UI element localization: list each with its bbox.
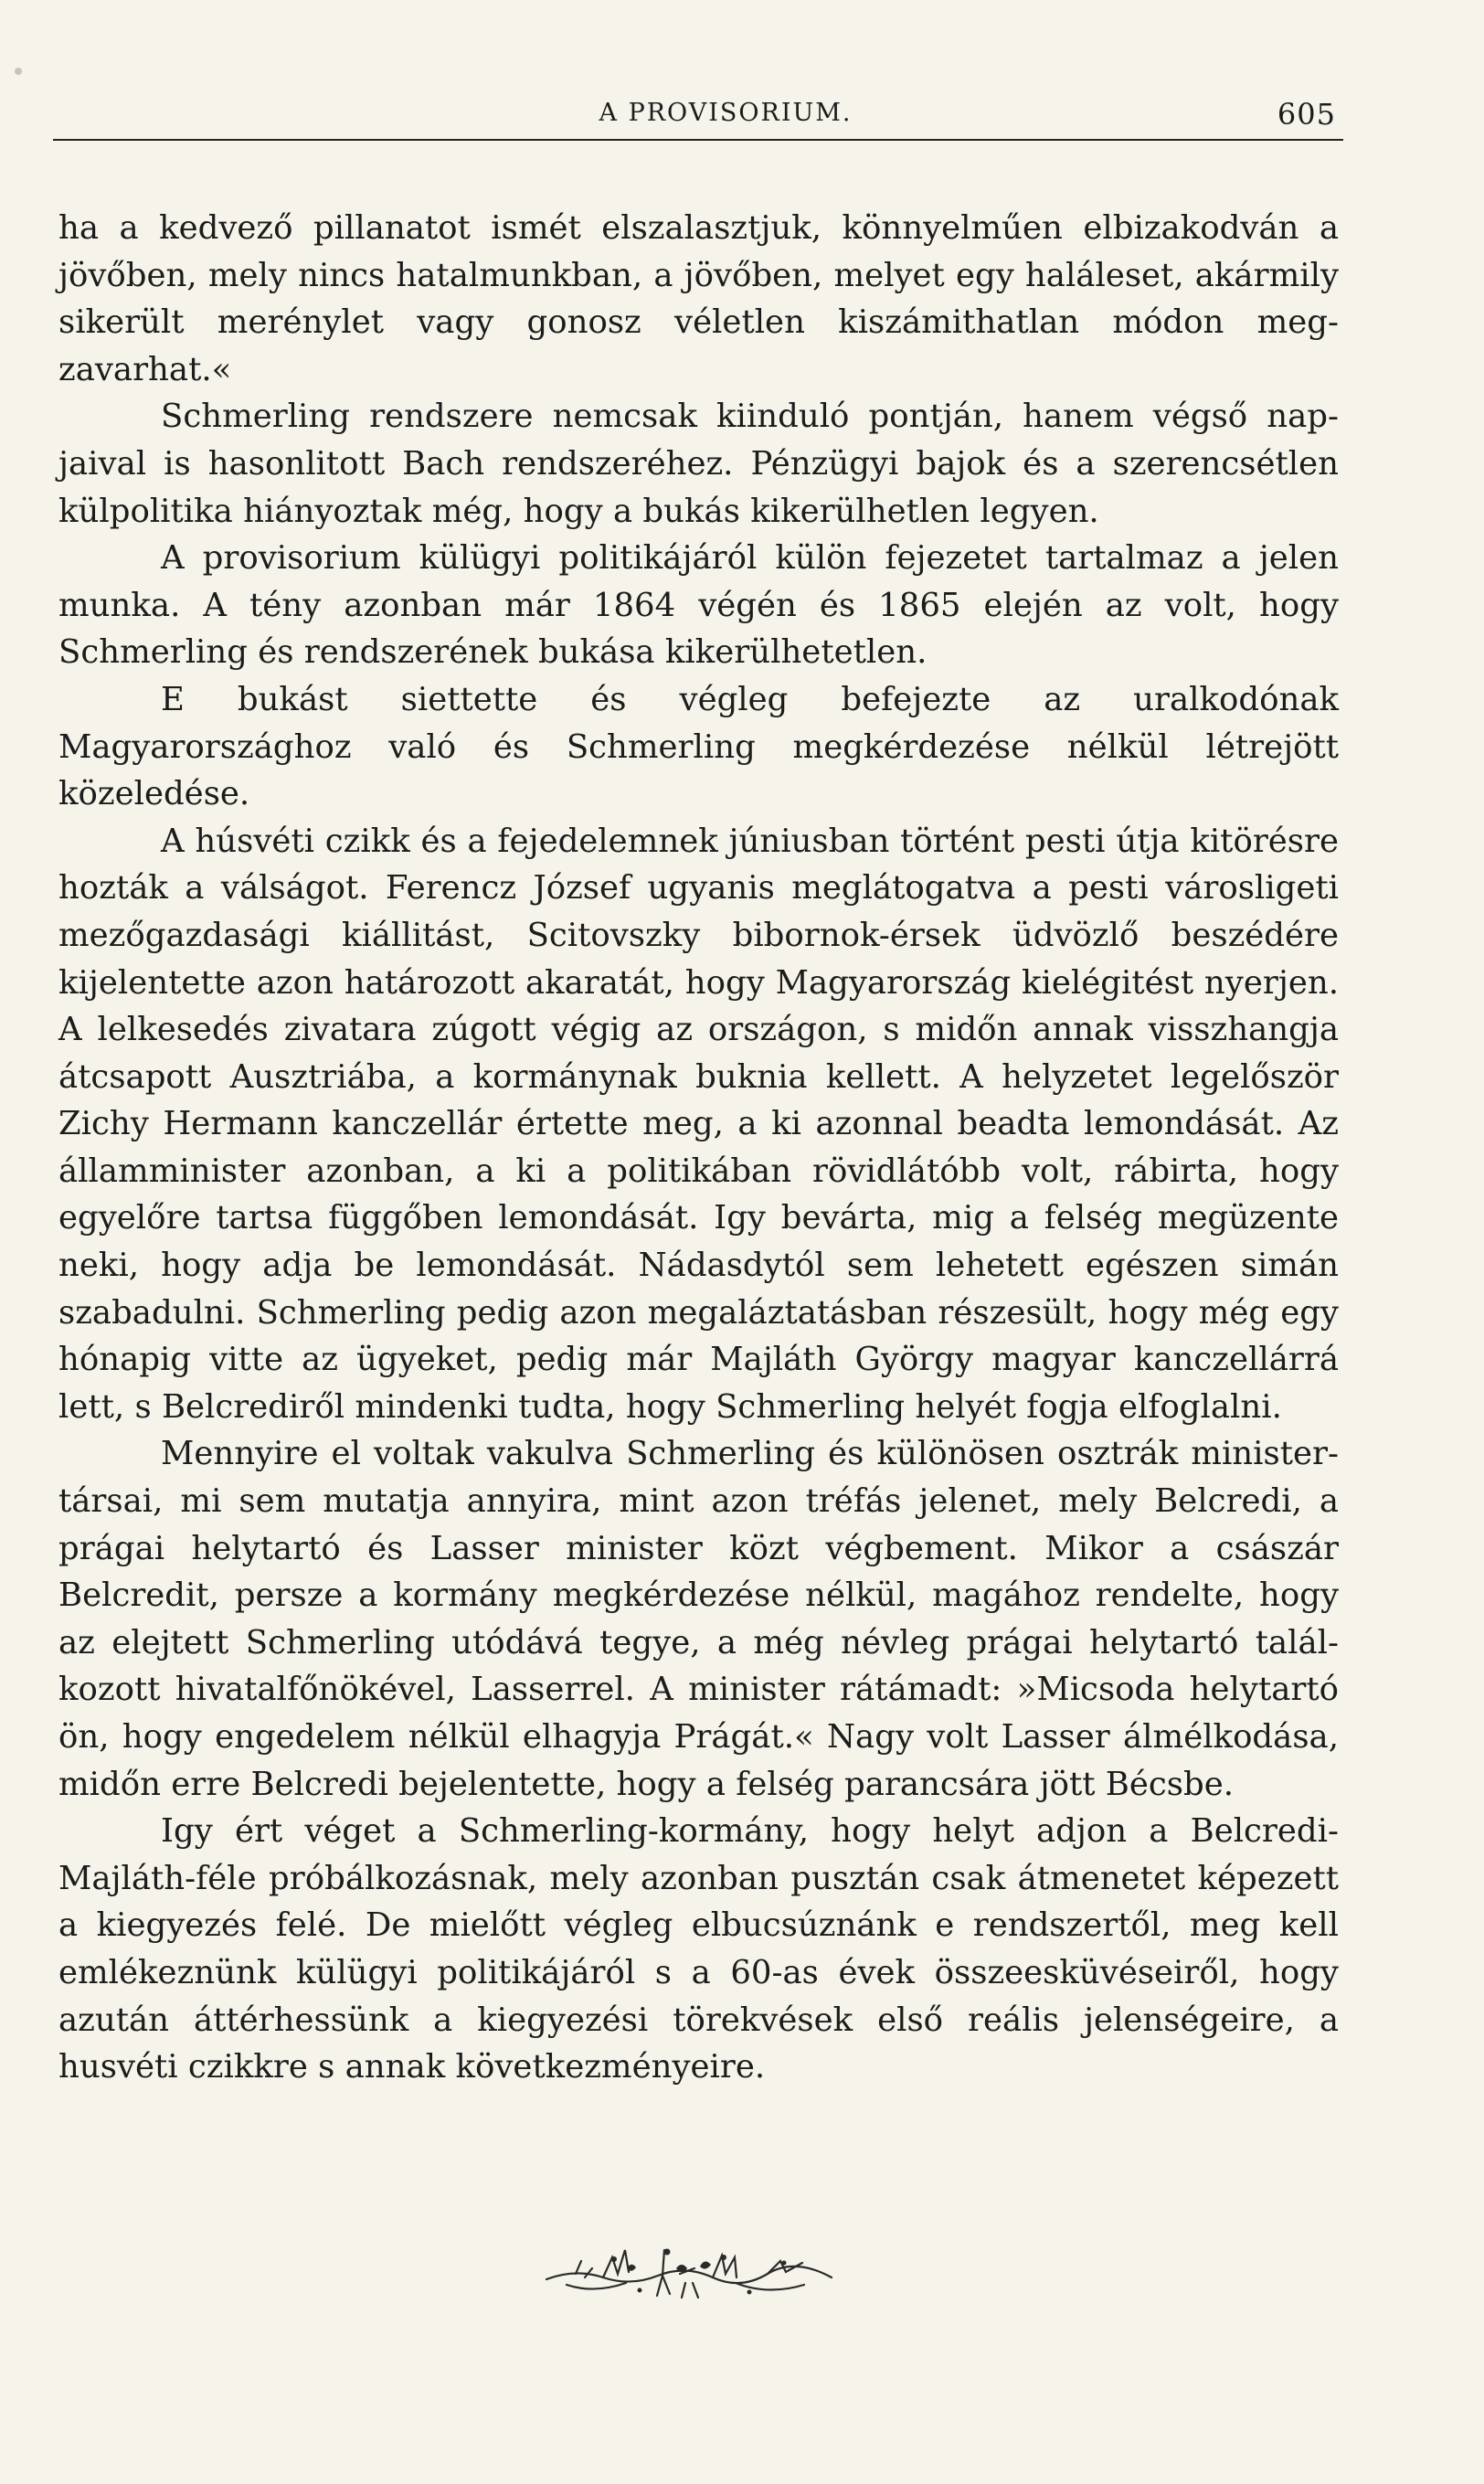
paragraph: Igy ért véget a Schmerling-kormány, hogy helyt adjon a Belcredi-Majláth-féle próbálkozásnak, mely azonban pusztán csak átmenetet képezett a kiegyezés felé. De mielőtt végleg elbucsúznánk e rendszertől, meg kell emlékeznünk külügyi politikájáról s a 60-as évek összeesküvéseiről, hogy azután áttérhessünk a kiegyezési törekvések első reális jelenségeire, a husvéti czikkre s annak következményeire. xyxy=(58,1812,1339,2086)
ornament-vignette xyxy=(539,2241,841,2307)
page-number: 605 xyxy=(1277,97,1336,132)
paragraph: Schmerling rendszere nemcsak kiinduló pontján, hanem végső napjaival is hasonlitott Bach rendszeréhez. Pénzügyi bajok és a szerencsétlen külpolitika hiányoztak még, hogy a bukás kikerülhetlen legyen. xyxy=(58,398,1339,530)
paragraph: Mennyire el voltak vakulva Schmerling és különösen osztrák ministertársai, mi sem mutatja annyira, mint azon tréfás jelenet, mely Belcredi, a prágai helytartó és Lasser minister közt végbement. Mikor a császár Belcredit, persze a kormány megkérdezése nélkül, magához rendelte, hogy az elejtett Schmerling utódává tegye, a még névleg prágai helytartó találkozott hivatalfőnökével, Lasserrel. A minister rátámadt: »Micsoda helytartó ön, hogy engedelem nélkül elhagyja Prágát.« Nagy volt Lasser álmélkodása, midőn erre Belcredi bejelentette, hogy a felség parancsára jött Bécsbe. xyxy=(58,1435,1339,1803)
paragraph: A húsvéti czikk és a fejedelemnek júniusban történt pesti útja kitörésre hozták a válságot. Ferencz József ugyanis meglátogatva a pesti városligeti mezőgazdasági kiállitást, Scitovszky bibornok-érsek üdvözlő beszédére kijelentette azon határozott akaratát, hogy Magyarország kielégitést nyerjen. A lelkesedés zivatara zúgott végig az országon, s midőn annak visszhangja átcsapott Ausztriába, a kormánynak buknia kellett. A helyzetet legelőször Zichy Hermann kanczellár értette meg, a ki azonnal beadta lemondását. Az államminister azonban, a ki a politikában rövidlátóbb volt, rábirta, hogy egyelőre tartsa függőben lemondását. Igy bevárta, mig a felség megüzente neki, hogy adja be lemondását. Nádasdytól sem lehetett egészen simán szabadulni. Schmerling pedig azon megaláztatásban részesült, hogy még egy hónapig vitte az ügyeket, pedig már Majláth György magyar kanczellárrá lett, s Belcrediről mindenki tudta, hogy Schmerling helyét fogja elfoglalni. xyxy=(58,822,1339,1426)
paragraph-continuation: ha a kedvező pillanatot ismét elszalasztjuk, könnyelműen elbizakodván a jövőben, mely nincs hatalmunkban, a jövőben, melyet egy haláleset, akármily sikerült merénylet vagy gonosz véletlen kiszámithatlan módon megzavarhat.« xyxy=(58,209,1339,388)
running-title: A PROVISORIUM. xyxy=(599,99,853,127)
paragraph: E bukást siettette és végleg befejezte az uralkodónak Magyarországhoz való és Schmerling megkérdezése nélkül létrejött közeledése. xyxy=(58,680,1339,813)
page-header xyxy=(53,91,1343,146)
paper-speck xyxy=(15,68,22,75)
body-text xyxy=(58,205,1339,2091)
header-rule xyxy=(53,139,1343,141)
paragraph: A provisorium külügyi politikájáról külön fejezetet tartalmaz a jelen munka. A tény azonban már 1864 végén és 1865 elején az volt, hogy Schmerling és rendszerének bukása kikerülhetetlen. xyxy=(58,539,1339,672)
